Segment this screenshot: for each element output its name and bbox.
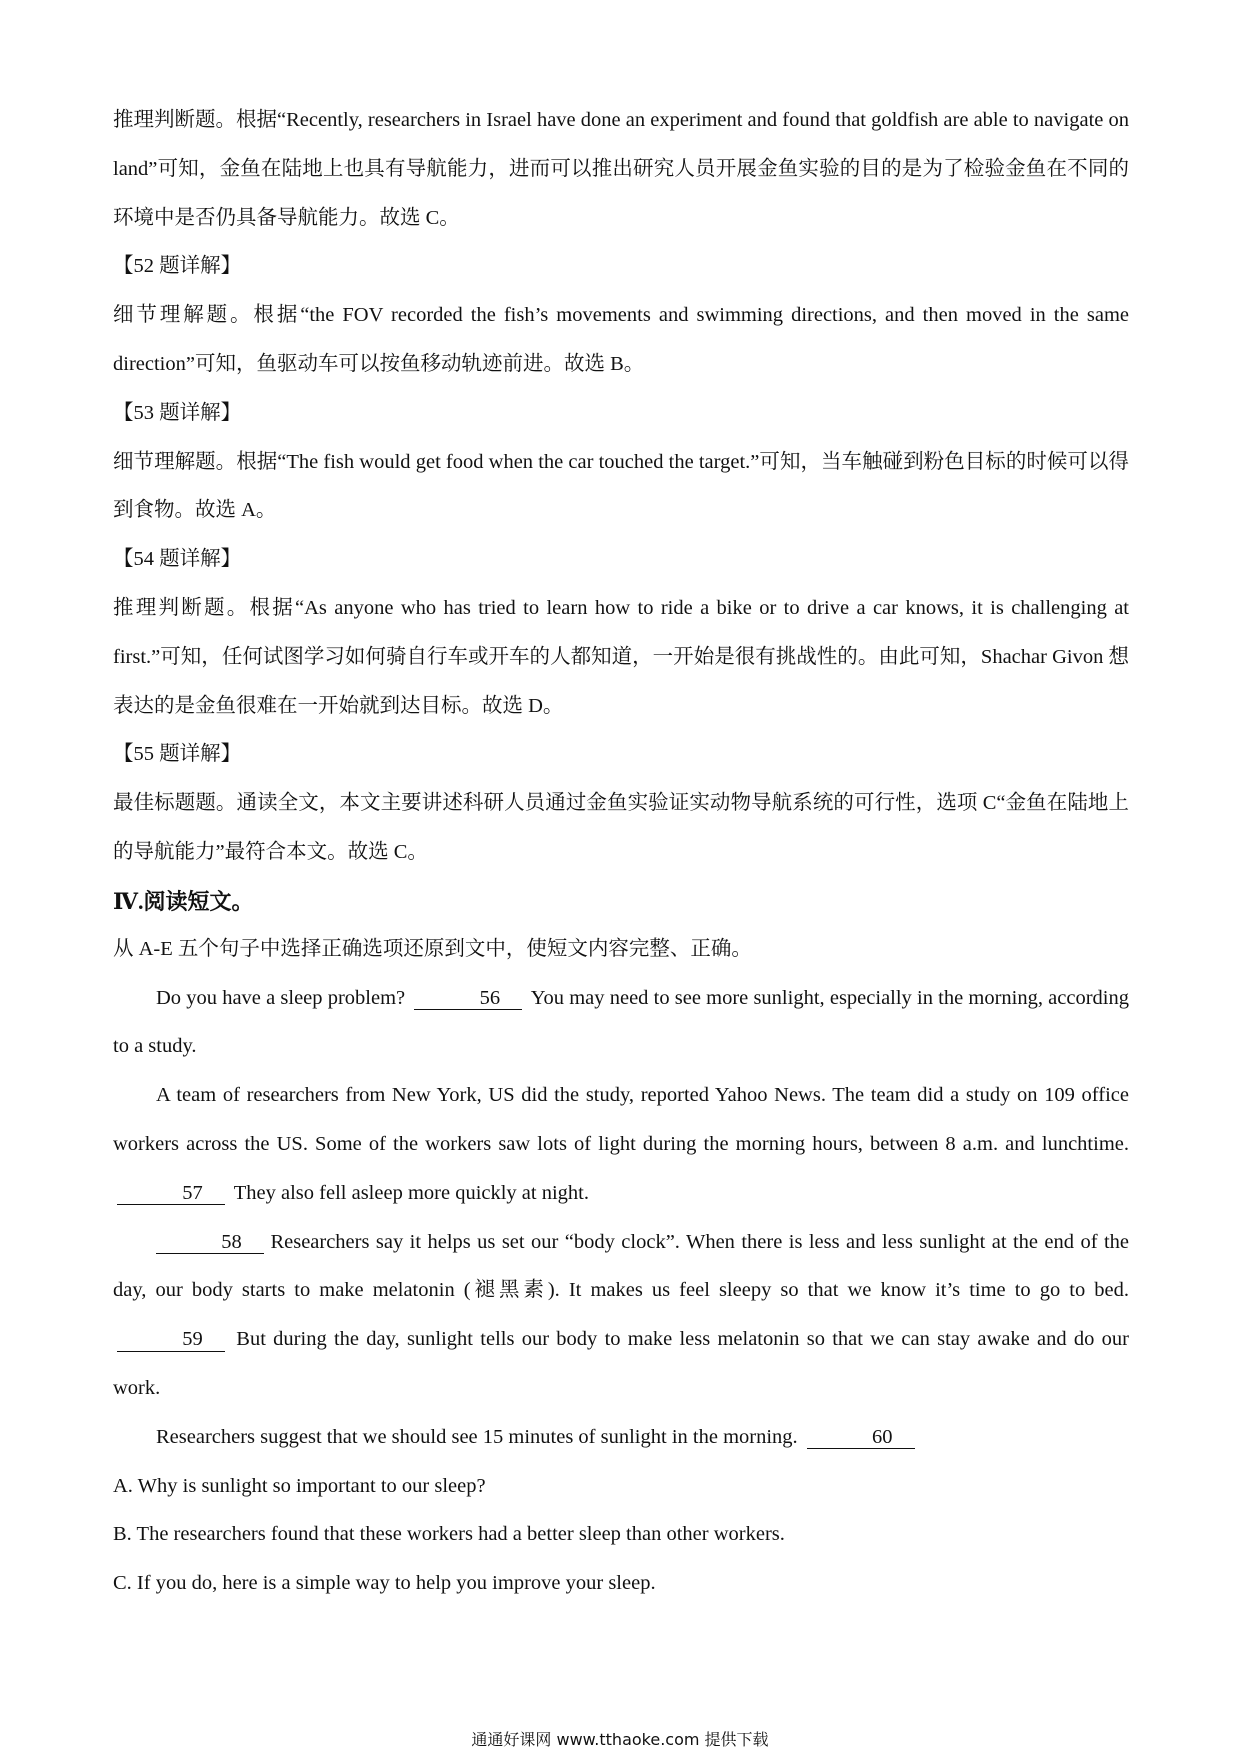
passage-text: Researchers say it helps us set our “body clock”. When there is less and less sunlight at the end of the day, our body starts to make melatonin (褪黑素). It makes us feel sleepy so that we know it’s time to go to bed.: [113, 1230, 1129, 1302]
blank-57: 57: [117, 1182, 225, 1206]
q52-heading: 【52 题详解】: [113, 255, 242, 278]
passage-paragraph-2: [113, 1071, 1129, 1217]
page-footer: 通通好课网 www.tthaoke.com 提供下载: [471, 1730, 769, 1749]
passage-text: A team of researchers from New York, US did the study, reported Yahoo News. The team did a study on 109 office workers across the US. Some of the workers saw lots of light during the morning hours, between 8 a.m. and lunchtime.: [113, 1084, 1129, 1155]
passage-paragraph-3: [113, 1218, 1129, 1413]
q55-heading: 【55 题详解】: [113, 743, 242, 766]
passage-text: Do you have a sleep problem?: [156, 986, 406, 1009]
document-page: [113, 96, 1129, 1608]
passage-paragraph-4: [113, 1413, 1129, 1462]
blank-59: 59: [117, 1328, 225, 1352]
q53-explanation: 细节理解题。根据“The fish would get food when the car touched the target.”可知，当车触碰到粉色目标的时候可以得到食物。故选 A。: [113, 450, 1129, 522]
section-title: Ⅳ.阅读短文。: [113, 888, 254, 914]
q52-explanation: 细节理解题。根据“the FOV recorded the fish’s movements and swimming directions, and then moved in the same direction”可知，鱼驱动车可以按鱼移动轨迹前进。故选 B。: [113, 304, 1129, 375]
passage-text: You may need to see more sunlight, especially in the morning, according to a study.: [113, 986, 1129, 1058]
passage-text: They also fell asleep more quickly at night.: [233, 1181, 589, 1204]
blank-56: 56: [414, 987, 522, 1011]
q53-heading: 【53 题详解】: [113, 401, 242, 424]
passage-paragraph-1: [113, 974, 1129, 1072]
q55-explanation: 最佳标题题。通读全文，本文主要讲述科研人员通过金鱼实验证实动物导航系统的可行性，选项 C“金鱼在陆地上的导航能力”最符合本文。故选 C。: [113, 792, 1129, 863]
passage-text: Researchers suggest that we should see 15 minutes of sunlight in the morning.: [156, 1425, 798, 1448]
option-a: A. Why is sunlight so important to our sleep?: [113, 1474, 486, 1497]
option-c: C. If you do, here is a simple way to help you improve your sleep.: [113, 1572, 656, 1595]
q54-heading: 【54 题详解】: [113, 548, 242, 571]
blank-58: 58: [156, 1231, 264, 1255]
blank-60: 60: [807, 1426, 915, 1450]
q51-explanation: 推理判断题。根据“Recently, researchers in Israel have done an experiment and found that goldfish are able to navigate on land”可知，金鱼在陆地上也具有导航能力，进而可以推出研究人员开展金鱼实验的目的是为了检验金鱼在不同的环境中是否仍具备导航能力。故选 C。: [113, 109, 1129, 229]
q54-explanation: 推理判断题。根据“As anyone who has tried to learn how to ride a bike or to drive a car knows, it is challenging at first.”可知，任何试图学习如何骑自行车或开车的人都知道，一开始是很有挑战性的。由此可知，Shachar Givon 想表达的是金鱼很难在一开始就到达目标。故选 D。: [113, 596, 1129, 717]
option-b: B. The researchers found that these workers had a better sleep than other workers.: [113, 1523, 785, 1546]
section-instruction: 从 A-E 五个句子中选择正确选项还原到文中，使短文内容完整、正确。: [113, 937, 752, 960]
passage-text: But during the day, sunlight tells our body to make less melatonin so that we can stay awake and do our work.: [113, 1328, 1130, 1399]
